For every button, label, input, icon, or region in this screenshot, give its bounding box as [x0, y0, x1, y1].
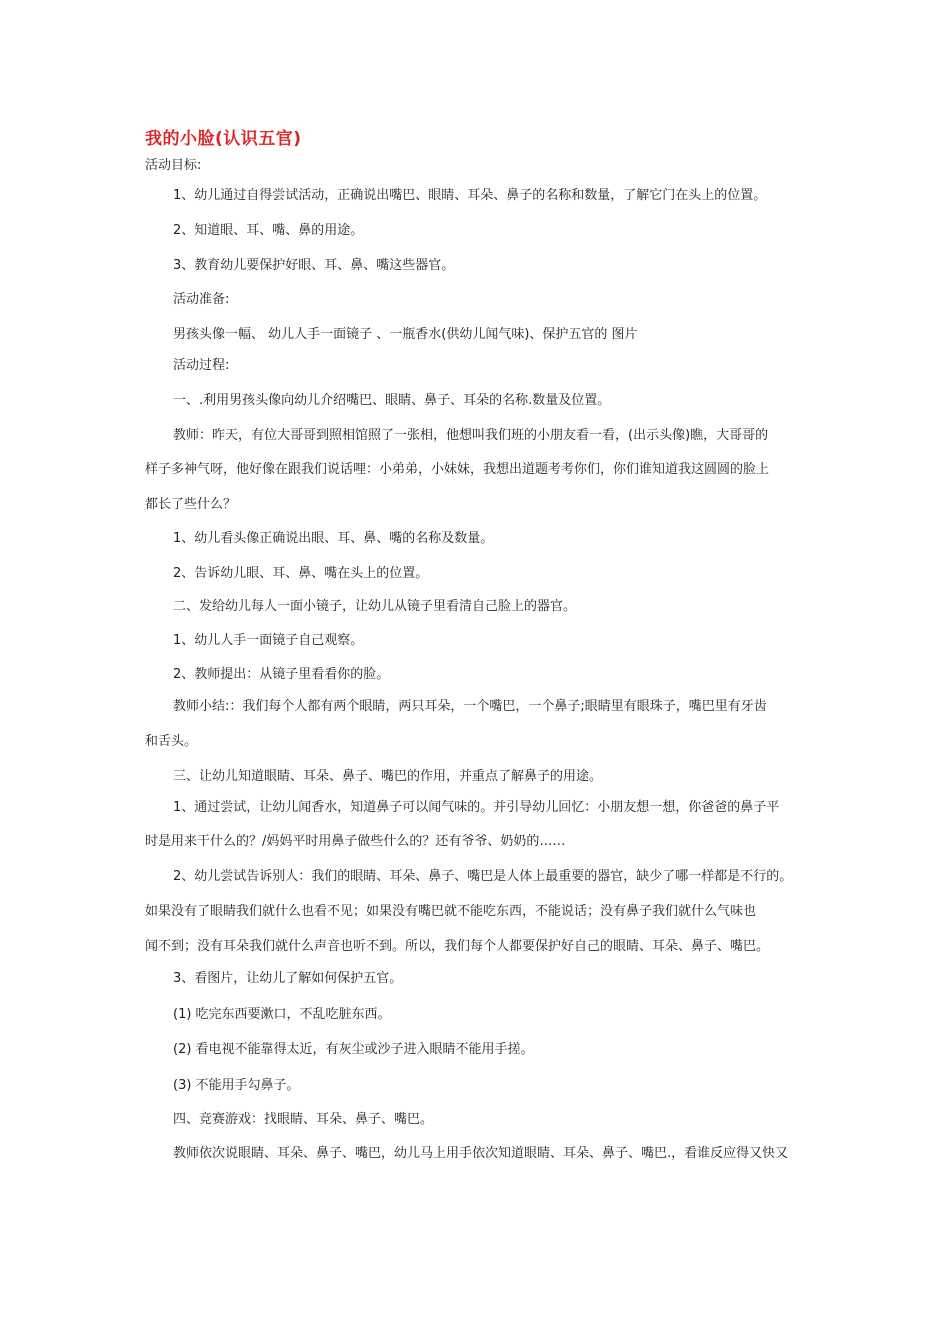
paragraph-line: 1、幼儿通过自得尝试活动，正确说出嘴巴、眼睛、耳朵、鼻子的名称和数量，了解它门在头上的位置。 — [173, 188, 767, 203]
paragraph-line: 和舌头。 — [145, 734, 198, 749]
paragraph-line: 闻不到；没有耳朵我们就什么声音也听不到。所以，我们每个人都要保护好自己的眼睛、耳朵、鼻子、嘴巴。 — [145, 939, 770, 954]
paragraph-line: (1) 吃完东西要漱口，不乱吃脏东西。 — [173, 1007, 391, 1022]
paragraph-line: 2、告诉幼儿眼、耳、鼻、嘴在头上的位置。 — [173, 566, 429, 581]
paragraph-line: 教师小结:：我们每个人都有两个眼睛，两只耳朵，一个嘴巴，一个鼻子;眼睛里有眼珠子，嘴巴里有牙齿 — [173, 699, 767, 714]
paragraph-line: (2) 看电视不能靠得太近，有灰尘或沙子进入眼睛不能用手搓。 — [173, 1042, 534, 1057]
paragraph-line: (3) 不能用手勾鼻子。 — [173, 1078, 300, 1093]
paragraph-line: 教师依次说眼睛、耳朵、鼻子、嘴巴，幼儿马上用手依次知道眼睛、耳朵、鼻子、嘴巴.，看谁反应得又快又 — [173, 1146, 789, 1161]
paragraph-line: 1、幼儿人手一面镜子自己观察。 — [173, 633, 364, 648]
paragraph-line: 四、竞赛游戏：找眼睛、耳朵、鼻子、嘴巴。 — [173, 1112, 434, 1127]
section-heading: 活动过程: — [173, 358, 230, 373]
paragraph-line: 如果没有了眼睛我们就什么也看不见；如果没有嘴巴就不能吃东西，不能说话；没有鼻子我们就什么气味也 — [145, 904, 757, 919]
paragraph-line: 二、发给幼儿每人一面小镜子，让幼儿从镜子里看清自己脸上的器官。 — [173, 599, 577, 614]
paragraph-line: 2、教师提出：从镜子里看看你的脸。 — [173, 667, 390, 682]
paragraph-line: 样子多神气呀，他好像在跟我们说话哩：小弟弟，小妹妹，我想出道题考考你们，你们谁知道我这圆圆的脸上 — [145, 462, 770, 477]
paragraph-line: 都长了些什么？ — [145, 497, 237, 512]
paragraph-line: 一、.利用男孩头像向幼儿介绍嘴巴、眼睛、鼻子、耳朵的名称.数量及位置。 — [173, 393, 611, 408]
paragraph-line: 2、知道眼、耳、嘴、鼻的用途。 — [173, 223, 364, 238]
section-heading: 活动准备: — [173, 292, 230, 307]
paragraph-line: 1、幼儿看头像正确说出眼、耳、鼻、嘴的名称及数量。 — [173, 531, 494, 546]
paragraph-line: 2、幼儿尝试告诉别人：我们的眼睛、耳朵、鼻子、嘴巴是人体上最重要的器官，缺少了哪一样都是不行的。 — [173, 869, 793, 884]
page-title: 我的小脸(认识五官) — [145, 129, 302, 149]
paragraph-line: 教师：昨天，有位大哥哥到照相馆照了一张相，他想叫我们班的小朋友看一看，(出示头像)瞧，大哥哥的 — [173, 428, 769, 443]
paragraph-line: 3、教育幼儿要保护好眼、耳、鼻、嘴这些器官。 — [173, 258, 455, 273]
paragraph-line: 男孩头像一幅、 幼儿人手一面镜子 、一瓶香水(供幼儿闻气味)、保护五官的 图片 — [173, 327, 638, 342]
paragraph-line: 三、让幼儿知道眼睛、耳朵、鼻子、嘴巴的作用，并重点了解鼻子的用途。 — [173, 769, 603, 784]
paragraph-line: 1、通过尝试，让幼儿闻香水，知道鼻子可以闻气味的。并引导幼儿回忆：小朋友想一想，你爸爸的鼻子平 — [173, 800, 780, 815]
goals-heading: 活动目标: — [145, 158, 202, 173]
paragraph-line: 时是用来干什么的？/妈妈平时用鼻子做些什么的？还有爷爷、奶奶的…… — [145, 834, 566, 849]
paragraph-line: 3、看图片，让幼儿了解如何保护五官。 — [173, 971, 403, 986]
